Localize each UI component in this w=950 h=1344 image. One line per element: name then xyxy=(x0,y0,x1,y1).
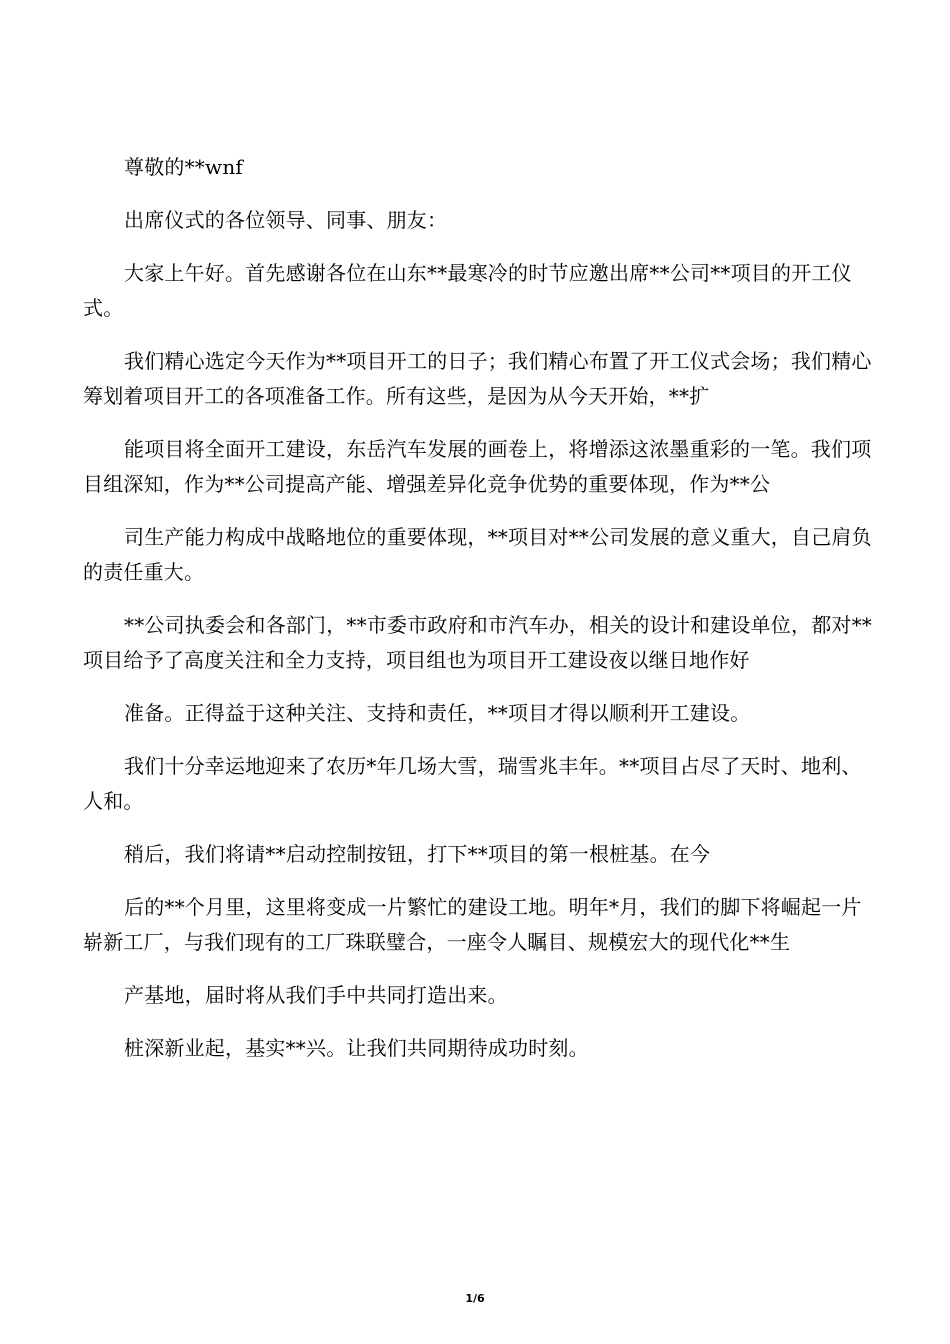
paragraph: 能项目将全面开工建设，东岳汽车发展的画卷上，将增添这浓墨重彩的一笔。我们项目组深知，作为**公司提高产能、增强差异化竞争优势的重要体现，作为**公 xyxy=(83,437,872,496)
paragraph: 稍后，我们将请**启动控制按钮，打下**项目的第一根桩基。在今 xyxy=(124,842,711,866)
audience-line: 出席仪式的各位领导、同事、朋友： xyxy=(124,208,448,232)
paragraph: 我们精心选定今天作为**项目开工的日子；我们精心布置了开工仪式会场；我们精心筹划着项目开工的各项准备工作。所有这些，是因为从今天开始，**扩 xyxy=(83,349,872,408)
paragraph: 后的**个月里，这里将变成一片繁忙的建设工地。明年*月，我们的脚下将崛起一片崭新工厂，与我们现有的工厂珠联璧合，一座令人瞩目、规模宏大的现代化**生 xyxy=(83,895,862,954)
closing-paragraph: 桩深新业起，基实**兴。让我们共同期待成功时刻。 xyxy=(124,1036,589,1060)
paragraph: 准备。正得益于这种关注、支持和责任，**项目才得以顺利开工建设。 xyxy=(124,701,751,725)
salutation: 尊敬的**wnf xyxy=(124,155,244,179)
paragraph: 产基地，届时将从我们手中共同打造出来。 xyxy=(124,983,508,1007)
paragraph: 我们十分幸运地迎来了农历*年几场大雪，瑞雪兆丰年。**项目占尽了天时、地利、人和。 xyxy=(83,754,862,813)
document-body xyxy=(83,150,873,1084)
page-number: 1/6 xyxy=(465,1292,485,1305)
paragraph: **公司执委会和各部门，**市委市政府和市汽车办，相关的设计和建设单位，都对**项目给予了高度关注和全力支持，项目组也为项目开工建设夜以继日地作好 xyxy=(83,613,872,672)
paragraph: 司生产能力构成中战略地位的重要体现，**项目对**公司发展的意义重大，自己肩负的责任重大。 xyxy=(83,525,872,584)
paragraph: 大家上午好。首先感谢各位在山东**最寒冷的时节应邀出席**公司**项目的开工仪式。 xyxy=(83,261,852,320)
